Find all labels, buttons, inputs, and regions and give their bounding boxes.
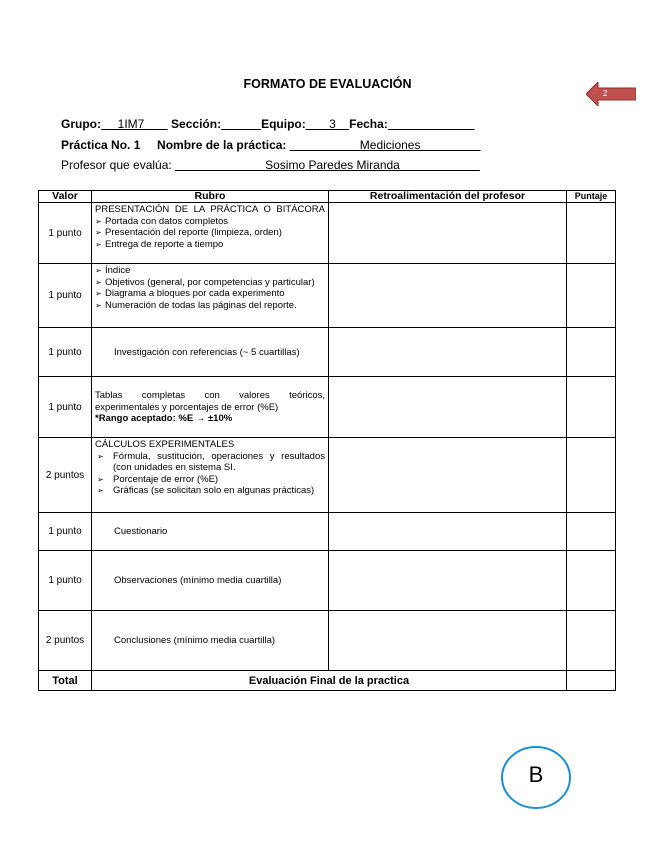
score-cell[interactable] (567, 328, 616, 377)
list-item: ➢ Gráficas (se solicitan solo en algunas prácticas) (95, 485, 325, 497)
total-label: Total (39, 671, 92, 691)
col-valor: Valor (39, 191, 92, 203)
score-cell[interactable] (567, 513, 616, 551)
rubro-cell: Cuestionario (92, 513, 329, 551)
header-line-practica (61, 138, 481, 152)
table-row (39, 203, 616, 264)
valor-cell: 1 punto (39, 203, 92, 264)
valor-cell: 1 punto (39, 264, 92, 328)
total-score-cell[interactable] (567, 671, 616, 691)
grupo-value: 1IM7 (117, 117, 145, 131)
header-line-profesor (61, 158, 480, 172)
valor-cell: 1 punto (39, 328, 92, 377)
score-cell[interactable] (567, 377, 616, 438)
feedback-cell[interactable] (329, 438, 567, 513)
list-item: ➢ Objetivos (general, por competencias y particular) (95, 277, 325, 289)
feedback-cell[interactable] (329, 203, 567, 264)
profesor-value: Sosimo Paredes Miranda (265, 158, 400, 172)
evaluation-table (38, 190, 616, 691)
rubro-cell (92, 203, 329, 264)
col-puntaje: Puntaje (567, 191, 616, 203)
rubro-title: CÁLCULOS EXPERIMENTALES (95, 439, 235, 450)
table-row (39, 328, 616, 377)
valor-cell: 1 punto (39, 551, 92, 611)
score-cell[interactable] (567, 264, 616, 328)
list-item: ➢ Porcentaje de error (%E) (95, 474, 325, 486)
rubro-cell: Observaciones (mínimo media cuartilla) (92, 551, 329, 611)
nombre-value: Mediciones (359, 138, 421, 152)
feedback-cell[interactable] (329, 513, 567, 551)
nombre-label: Nombre de la práctica: (157, 138, 287, 152)
list-item: ➢ Índice (95, 265, 325, 277)
fecha-label: Fecha: (349, 117, 388, 131)
rubro-note: *Rango aceptado: %E → ±10% (95, 413, 233, 425)
total-row (39, 671, 616, 691)
equipo-label: Equipo: (261, 117, 306, 131)
feedback-cell[interactable] (329, 551, 567, 611)
rubro-title: PRESENTACIÓN DE LA PRÁCTICA O BITÁCORA (95, 204, 325, 215)
equipo-value: 3 (329, 117, 336, 131)
rubro-cell (92, 438, 329, 513)
list-item: ➢ Entrega de reporte a tiempo (95, 239, 325, 251)
col-rubro: Rubro (92, 191, 329, 203)
rubro-cell: Investigación con referencias (~ 5 cuartillas) (92, 328, 329, 377)
version-mark: B (528, 762, 544, 787)
total-text: Evaluación Final de la practica (92, 671, 567, 691)
feedback-cell[interactable] (329, 264, 567, 328)
list-item: ➢ Fórmula, sustitución, operaciones y resultados (con unidades en sistema SI. (95, 451, 325, 474)
table-row (39, 551, 616, 611)
score-cell[interactable] (567, 551, 616, 611)
rubro-cell (92, 264, 329, 328)
table-header-row (39, 191, 616, 203)
feedback-cell[interactable] (329, 328, 567, 377)
valor-cell: 1 punto (39, 377, 92, 438)
score-cell[interactable] (567, 203, 616, 264)
feedback-cell[interactable] (329, 377, 567, 438)
table-row (39, 438, 616, 513)
score-cell[interactable] (567, 611, 616, 671)
valor-cell: 2 puntos (39, 611, 92, 671)
table-row (39, 377, 616, 438)
page-title: FORMATO DE EVALUACIÓN (243, 77, 412, 91)
col-retroalimentacion: Retroalimentación del profesor (329, 191, 567, 203)
seccion-label: Sección: (171, 117, 222, 131)
valor-cell: 1 punto (39, 513, 92, 551)
grupo-label: Grupo: (61, 117, 101, 131)
list-item: ➢ Presentación del reporte (limpieza, orden) (95, 227, 325, 239)
table-row (39, 611, 616, 671)
score-cell[interactable] (567, 438, 616, 513)
list-item: ➢ Numeración de todas las páginas del reporte. (95, 300, 325, 312)
rubro-cell (92, 377, 329, 438)
list-item: ➢ Diagrama a bloques por cada experimento (95, 288, 325, 300)
list-item: ➢ Portada con datos completos (95, 216, 325, 228)
header-line-group (61, 117, 474, 131)
feedback-cell[interactable] (329, 611, 567, 671)
profesor-label: Profesor que evalúa: (61, 158, 172, 172)
rubro-text: Tablas completas con valores teóricos, experimentales y porcentajes de error (%E) (95, 390, 325, 413)
practica-label: Práctica No. 1 (61, 138, 141, 152)
valor-cell: 2 puntos (39, 438, 92, 513)
table-row (39, 264, 616, 328)
table-row (39, 513, 616, 551)
rubro-cell: Conclusiones (mínimo media cuartilla) (92, 611, 329, 671)
page-marker: 2 (603, 89, 608, 98)
